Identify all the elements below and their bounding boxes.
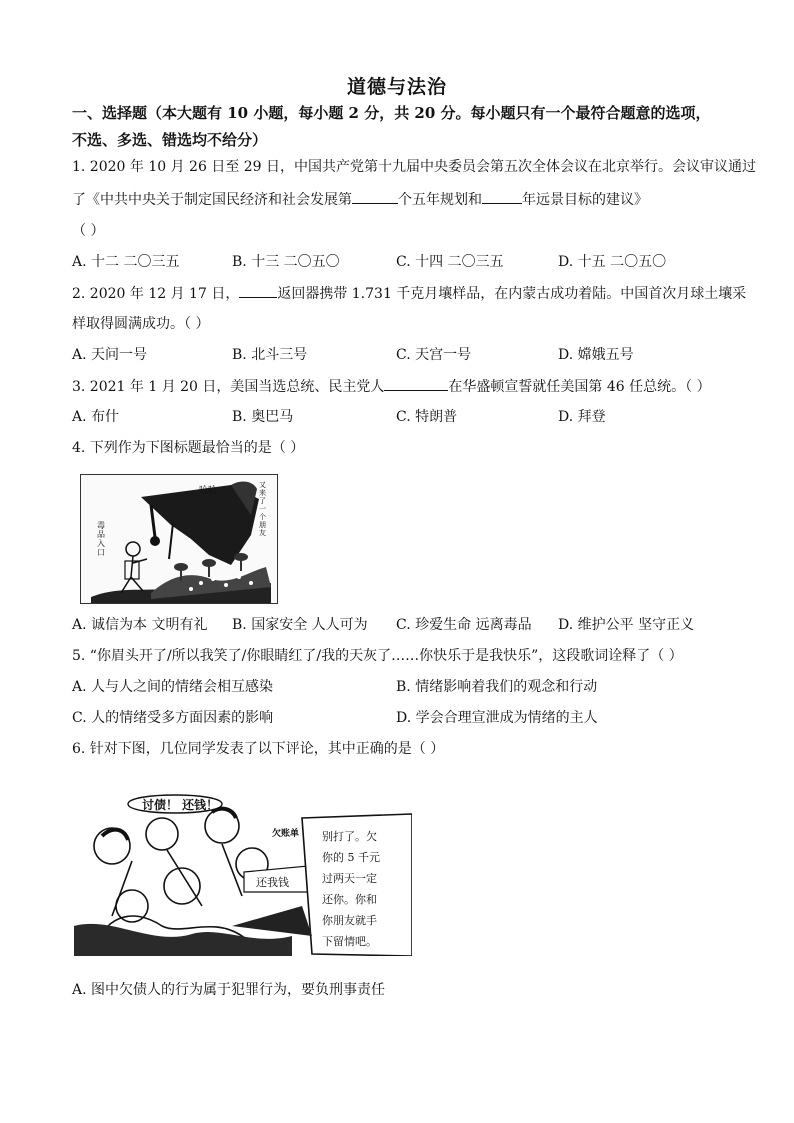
q3-option-c[interactable]: C. 特朗普 <box>396 409 458 425</box>
q1-answer-paren: （ ） <box>72 223 105 239</box>
section-heading-line1: 一、选择题（本大题有 10 小题，每小题 2 分，共 20 分。每小题只有一个最符合题意的选项， <box>72 104 711 122</box>
q2-stem-part1: 2. 2020 年 12 月 17 日， <box>72 286 240 302</box>
q1-option-b[interactable]: B. 十三 二〇五〇 <box>232 254 340 270</box>
q1-stem-line1: 1. 2020 年 10 月 26 日至 29 日，中国共产党第十九届中央委员会第五次全体会议在北京举行。会议审议通过 <box>72 159 757 175</box>
q1-stem-line2 <box>72 189 648 210</box>
q6-bubble-right-line: 过两天一定 <box>322 872 377 885</box>
q4-option-d[interactable]: D. 维护公平 坚守正义 <box>558 617 695 633</box>
q2-option-a[interactable]: A. 天问一号 <box>72 347 148 363</box>
q2-option-b[interactable]: B. 北斗三号 <box>232 347 308 363</box>
q4-label-side: 又来了一个朋友 <box>259 481 266 537</box>
q1-option-a[interactable]: A. 十二 二〇三五 <box>72 254 180 270</box>
q3-option-d[interactable]: D. 拜登 <box>558 409 606 425</box>
q1-stem-part3: 年远景目标的建议》 <box>522 192 648 208</box>
q5-option-c[interactable]: C. 人的情绪受多方面因素的影响 <box>72 710 274 726</box>
q6-bubble-right-line: 你的 5 千元 <box>322 851 380 864</box>
q5-option-b[interactable]: B. 情绪影响着我们的观念和行动 <box>396 679 598 695</box>
q2-option-c[interactable]: C. 天宫一号 <box>396 347 472 363</box>
q6-bubble-mid: 还我钱 <box>256 876 289 889</box>
q5-option-a[interactable]: A. 人与人之间的情绪会相互感染 <box>72 679 274 695</box>
q6-option-a[interactable]: A. 图中欠债人的行为属于犯罪行为，要负刑事责任 <box>72 982 386 998</box>
q4-option-c[interactable]: C. 珍爱生命 远离毒品 <box>396 617 532 633</box>
q4-label-haha: 哈哈 <box>199 486 218 496</box>
q1-option-d[interactable]: D. 十五 二〇五〇 <box>558 254 667 270</box>
q6-cartoon-figure <box>72 786 412 956</box>
q5-stem: 5. “你眉头开了/所以我笑了/你眼睛红了/我的天灰了……你快乐于是我快乐”，这段歌词诠释了（ ） <box>72 648 683 664</box>
q6-bubble-right-line: 别打了。欠 <box>322 830 377 843</box>
q6-stem: 6. 针对下图，几位同学发表了以下评论，其中正确的是（ ） <box>72 741 445 757</box>
q4-label-door: 毒品入口 <box>97 521 105 557</box>
q2-stem-part2: 返回器携带 1.731 千克月壤样品，在内蒙古成功着陆。中国首次月球土壤采 <box>277 286 747 302</box>
q1-stem-part2: 个五年规划和 <box>398 192 482 208</box>
q1-option-c[interactable]: C. 十四 二〇三五 <box>396 254 504 270</box>
q2-stem-line1 <box>72 283 746 304</box>
q6-bubble-right-line: 还你。你和 <box>322 893 377 906</box>
q3-option-a[interactable]: A. 布什 <box>72 409 120 425</box>
section-heading-line2: 不选、多选、错选均不给分） <box>72 131 268 149</box>
q2-option-d[interactable]: D. 嫦娥五号 <box>558 347 634 363</box>
q3-option-b[interactable]: B. 奥巴马 <box>232 409 294 425</box>
q1-stem-part1: 了《中共中央关于制定国民经济和社会发展第 <box>72 192 352 208</box>
q4-stem: 4. 下列作为下图标题最恰当的是（ ） <box>72 440 305 456</box>
q6-label-tag: 欠账单 <box>272 829 300 839</box>
q3-blank <box>384 376 448 391</box>
q6-bubble-right-line: 下留情吧。 <box>322 935 377 948</box>
q6-bubble-right-line: 你朋友就手 <box>322 914 377 927</box>
page-title: 道德与法治 <box>346 76 447 98</box>
q4-cartoon-drawing <box>81 475 277 603</box>
q6-bubble-top: 讨债！ 还钱！ <box>142 798 219 812</box>
q5-option-d[interactable]: D. 学会合理宣泄成为情绪的主人 <box>396 710 598 726</box>
q4-option-a[interactable]: A. 诚信为本 文明有礼 <box>72 617 208 633</box>
q6-bubble-right <box>322 826 380 952</box>
q2-stem-line2: 样取得圆满成功。（ ） <box>72 316 210 332</box>
q3-stem-part1: 3. 2021 年 1 月 20 日，美国当选总统、民主党人 <box>72 379 385 395</box>
q3-stem-part2: 在华盛顿宣誓就任美国第 46 任总统。（ ） <box>448 379 711 395</box>
q4-option-b[interactable]: B. 国家安全 人人可为 <box>232 617 368 633</box>
q1-blank1 <box>352 189 398 204</box>
q4-cartoon-figure <box>80 474 278 604</box>
q3-stem-line1 <box>72 376 711 397</box>
q1-blank2 <box>482 189 522 204</box>
q2-blank <box>239 283 277 298</box>
